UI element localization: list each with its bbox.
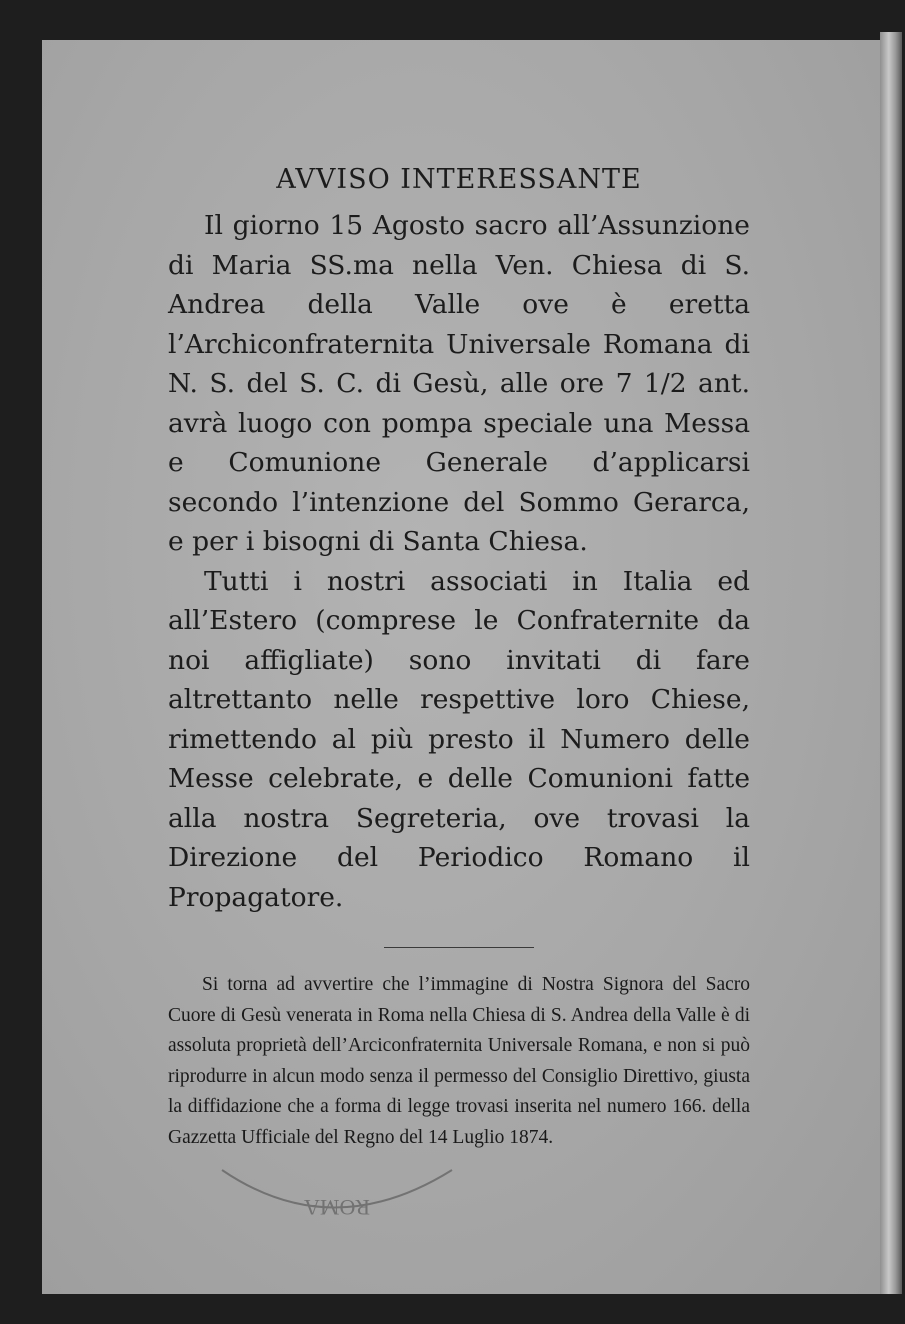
stamp-text: ROMA [303,1195,371,1220]
notice-title: AVVISO INTERESSANTE [276,164,642,195]
paragraph-2: Tutti i nostri associati in Italia ed all’Estero (comprese le Confraternite da noi affigliate) sono invitati di fare altrettanto nelle respettive loro Chiese, rimettendo al più presto il Numero delle Messe celebrate, e delle Comunioni fatte alla nostra Segreteria, ove trovasi la Direzione del Periodico Romano il Propagatore. [168,565,750,913]
page-edge [880,32,902,1294]
paragraph-1: Il giorno 15 Agosto sacro all’Assunzione di Maria SS.ma nella Ven. Chiesa di S. Andrea della Valle ove è eretta l’Archiconfraternita Universale Romana di N. S. del S. C. di Gesù, alle ore 7 1/2 ant. avrà luogo con pompa speciale una Messa e Comunione Generale d’applicarsi secondo l’intenzione del Sommo Gerarca, e per i bisogni di Santa Chiesa. [168,210,750,557]
text-block [168,160,750,1153]
separator-rule [384,947,534,948]
library-stamp [212,1150,462,1240]
copyright-notice: Si torna ad avvertire che l’immagine di Nostra Signora del Sacro Cuore di Gesù venerata in Roma nella Chiesa di S. Andrea della Valle è di assoluta proprietà dell’Arciconfraternita Universale Romana, e non si può riprodurre in alcun modo senza il permesso del Consiglio Direttivo, giusta la diffidazione che a forma di legge trovasi inserita nel numero 166. della Gazzetta Ufficiale del Regno del 14 Luglio 1874. [168,974,750,1148]
